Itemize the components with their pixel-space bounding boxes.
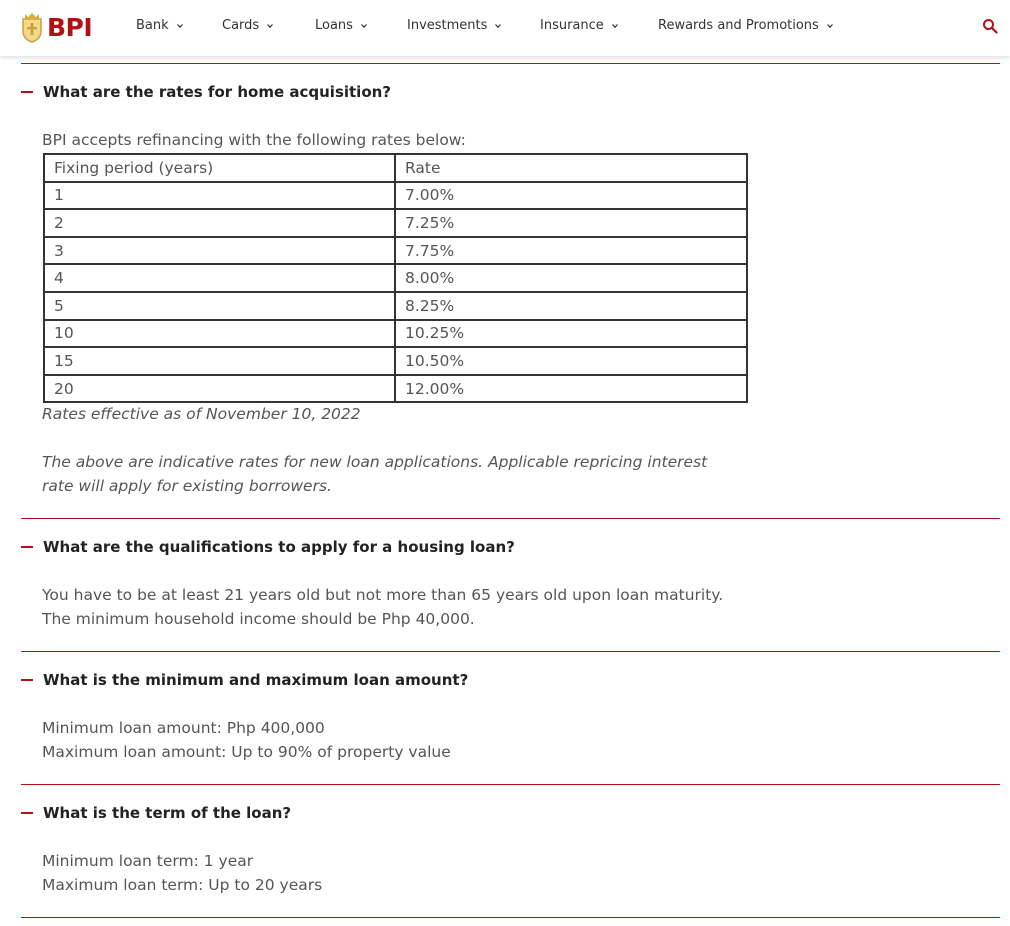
table-header-cell: Rate [395,154,747,182]
faq-question-text: What is the minimum and maximum loan amount? [43,671,469,689]
nav-insurance[interactable] [540,18,618,33]
nav-cards[interactable] [222,18,273,33]
table-row [44,264,747,292]
table-cell-rate: 10.50% [395,347,747,375]
chevron-down-icon [361,23,367,29]
bpi-logo[interactable] [20,9,92,45]
table-cell-rate: 12.00% [395,375,747,403]
table-cell-period: 20 [44,375,395,403]
faq-question-loan-amount[interactable] [21,670,468,690]
table-header-row [44,154,747,182]
search-icon[interactable] [982,18,998,34]
table-cell-rate: 8.00% [395,264,747,292]
faq-question-text: What are the rates for home acquisition? [43,83,392,101]
table-row [44,237,747,265]
accordion-divider [21,651,1000,652]
faq-answer-line: Minimum loan term: 1 year [42,852,254,870]
chevron-down-icon [612,23,618,29]
table-cell-period: 4 [44,264,395,292]
nav-rewards-label: Rewards and Promotions [658,18,819,33]
faq-answer-line: The minimum household income should be Php 40,000. [42,610,475,628]
indicative-rates-note-line1: The above are indicative rates for new loan applications. Applicable repricing interest [42,453,708,471]
collapse-minus-icon [21,546,33,548]
faq-answer-line: Maximum loan term: Up to 20 years [42,876,323,894]
table-cell-period: 10 [44,320,395,348]
indicative-rates-note-line2: rate will apply for existing borrowers. [42,477,332,495]
table-row [44,375,747,403]
accordion-divider [21,917,1000,918]
table-cell-rate: 7.00% [395,182,747,210]
accordion-divider [21,63,1000,64]
table-cell-rate: 10.25% [395,320,747,348]
nav-rewards-and-promotions[interactable] [658,18,833,33]
nav-investments[interactable] [407,18,501,33]
table-cell-rate: 7.75% [395,237,747,265]
chevron-down-icon [827,23,833,29]
collapse-minus-icon [21,679,33,681]
faq-question-qualifications[interactable] [21,537,515,557]
faq-answer-line: You have to be at least 21 years old but not more than 65 years old upon loan maturity. [42,586,724,604]
table-row [44,347,747,375]
site-header [0,0,1010,56]
nav-bank-label: Bank [136,18,169,33]
table-cell-rate: 8.25% [395,292,747,320]
nav-loans-label: Loans [315,18,353,33]
nav-investments-label: Investments [407,18,488,33]
nav-insurance-label: Insurance [540,18,604,33]
faq-question-home-acquisition-rates[interactable] [21,82,391,102]
chevron-down-icon [267,23,273,29]
nav-bank[interactable] [136,18,183,33]
crest-icon [20,11,44,43]
table-cell-period: 15 [44,347,395,375]
table-cell-period: 1 [44,182,395,210]
nav-cards-label: Cards [222,18,260,33]
chevron-down-icon [495,23,501,29]
faq-question-loan-term[interactable] [21,803,291,823]
collapse-minus-icon [21,812,33,814]
table-row [44,209,747,237]
table-cell-period: 2 [44,209,395,237]
table-header-cell: Fixing period (years) [44,154,395,182]
rates-effective-note: Rates effective as of November 10, 2022 [42,405,361,423]
nav-loans[interactable] [315,18,367,33]
faq-question-text: What is the term of the loan? [43,804,292,822]
accordion-divider [21,784,1000,785]
table-row [44,182,747,210]
faq-question-text: What are the qualifications to apply for a housing loan? [43,538,515,556]
faq-answer-line: Minimum loan amount: Php 400,000 [42,719,325,737]
accordion-divider [21,518,1000,519]
chevron-down-icon [177,23,183,29]
logo-wordmark: BPI [47,12,93,42]
table-cell-period: 5 [44,292,395,320]
table-row [44,292,747,320]
faq-answer-line: Maximum loan amount: Up to 90% of property value [42,743,451,761]
faq-answer-intro: BPI accepts refinancing with the following rates below: [42,131,466,149]
table-cell-rate: 7.25% [395,209,747,237]
table-row [44,320,747,348]
collapse-minus-icon [21,91,33,93]
table-cell-period: 3 [44,237,395,265]
rates-table [43,153,748,403]
